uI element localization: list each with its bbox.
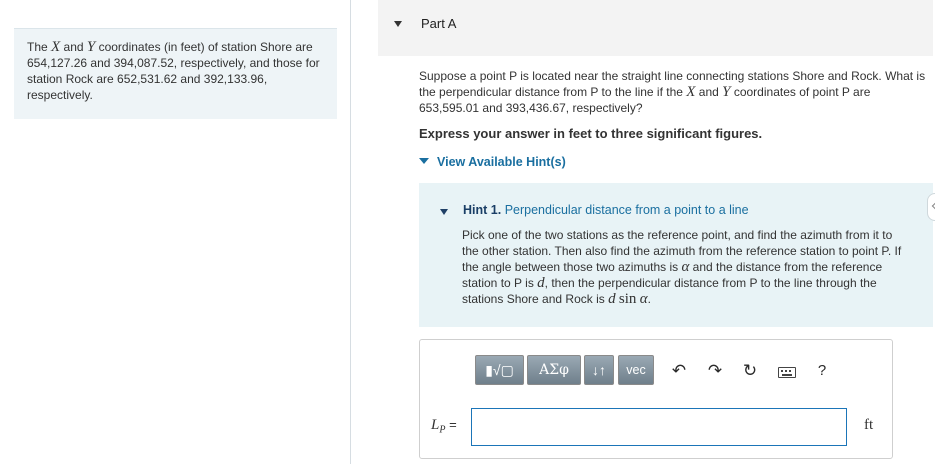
hint-formula-alpha: α <box>639 291 648 307</box>
answer-input[interactable] <box>471 408 847 446</box>
question-text <box>419 68 929 116</box>
part-title: Part A <box>421 16 457 31</box>
vector-button[interactable]: vec <box>618 355 654 385</box>
hint-body <box>462 227 910 307</box>
greek-symbols-button[interactable]: ΑΣφ <box>527 355 581 385</box>
part-a-header[interactable] <box>378 0 933 56</box>
hint-d: d <box>537 275 545 291</box>
problem-intro <box>14 28 337 119</box>
hint-formula-sin: sin <box>618 291 637 307</box>
answer-unit: ft <box>864 417 874 433</box>
redo-icon[interactable]: ↷ <box>707 361 723 380</box>
intro-var-x: X <box>51 39 61 55</box>
hint-alpha: α <box>681 259 690 275</box>
view-hints-toggle[interactable] <box>419 155 566 171</box>
question-var-x: X <box>686 84 696 100</box>
keyboard-shortcuts-icon[interactable] <box>777 361 797 381</box>
intro-text-3: coordinates (in feet) of station Shore are 654,127.26 and 394,087.52, respectively, and those for station Rock are 652,531.62 and 392,133.96, respectively. <box>27 40 320 102</box>
hint-number: Hint 1. <box>463 203 502 217</box>
hint-title: Perpendicular distance from a point to a line <box>504 203 749 217</box>
hint-caret-down-icon[interactable] <box>440 209 448 215</box>
hint-1-header[interactable] <box>463 203 749 217</box>
caret-down-icon[interactable] <box>394 21 402 27</box>
question-var-y: Y <box>722 84 731 100</box>
keyboard-icon <box>778 367 796 378</box>
arrows-button[interactable]: ↓↑ <box>584 355 614 385</box>
hint-text-1: Pick one of the two stations as the reference point, and find the azimuth from it to the other station. Then also find the azimuth from the reference station to point P. If the angle between those two azimuths is <box>462 228 902 274</box>
hint-text-4: . <box>647 292 651 306</box>
answer-subscript: P <box>439 424 446 436</box>
hint-text-2: and the distance from the reference station to P is <box>462 260 883 290</box>
hint-text-3: , then the perpendicular distance from P to the line through the stations Shore and Rock is <box>462 276 877 306</box>
reset-icon[interactable]: ↻ <box>742 361 758 380</box>
answer-label <box>431 417 457 436</box>
intro-var-y: Y <box>86 39 96 55</box>
hint-formula-d: d <box>608 291 616 307</box>
side-collapse-handle[interactable] <box>927 193 935 221</box>
help-icon[interactable]: ? <box>817 362 827 379</box>
question-text-3: coordinates of point P are 653,595.01 and 393,436.67, respectively? <box>419 85 871 115</box>
templates-button[interactable]: ▮√▢ <box>475 355 524 385</box>
undo-icon[interactable]: ↶ <box>671 361 687 380</box>
question-text-2: and <box>695 85 723 99</box>
answer-instruction: Express your answer in feet to three significant figures. <box>419 126 763 141</box>
answer-equals: = <box>445 417 457 432</box>
answer-var: L <box>431 417 440 433</box>
question-text-1: Suppose a point P is located near the straight line connecting stations Shore and Rock. What is the perpendicular distance from P to the line if the <box>419 69 926 99</box>
answer-area <box>419 339 893 459</box>
chevron-down-icon <box>419 158 429 164</box>
hint-panel <box>419 183 933 327</box>
left-panel <box>0 0 351 464</box>
intro-text-1: The <box>27 40 52 54</box>
intro-text-2: and <box>60 40 87 54</box>
view-hints-label: View Available Hint(s) <box>437 155 566 169</box>
